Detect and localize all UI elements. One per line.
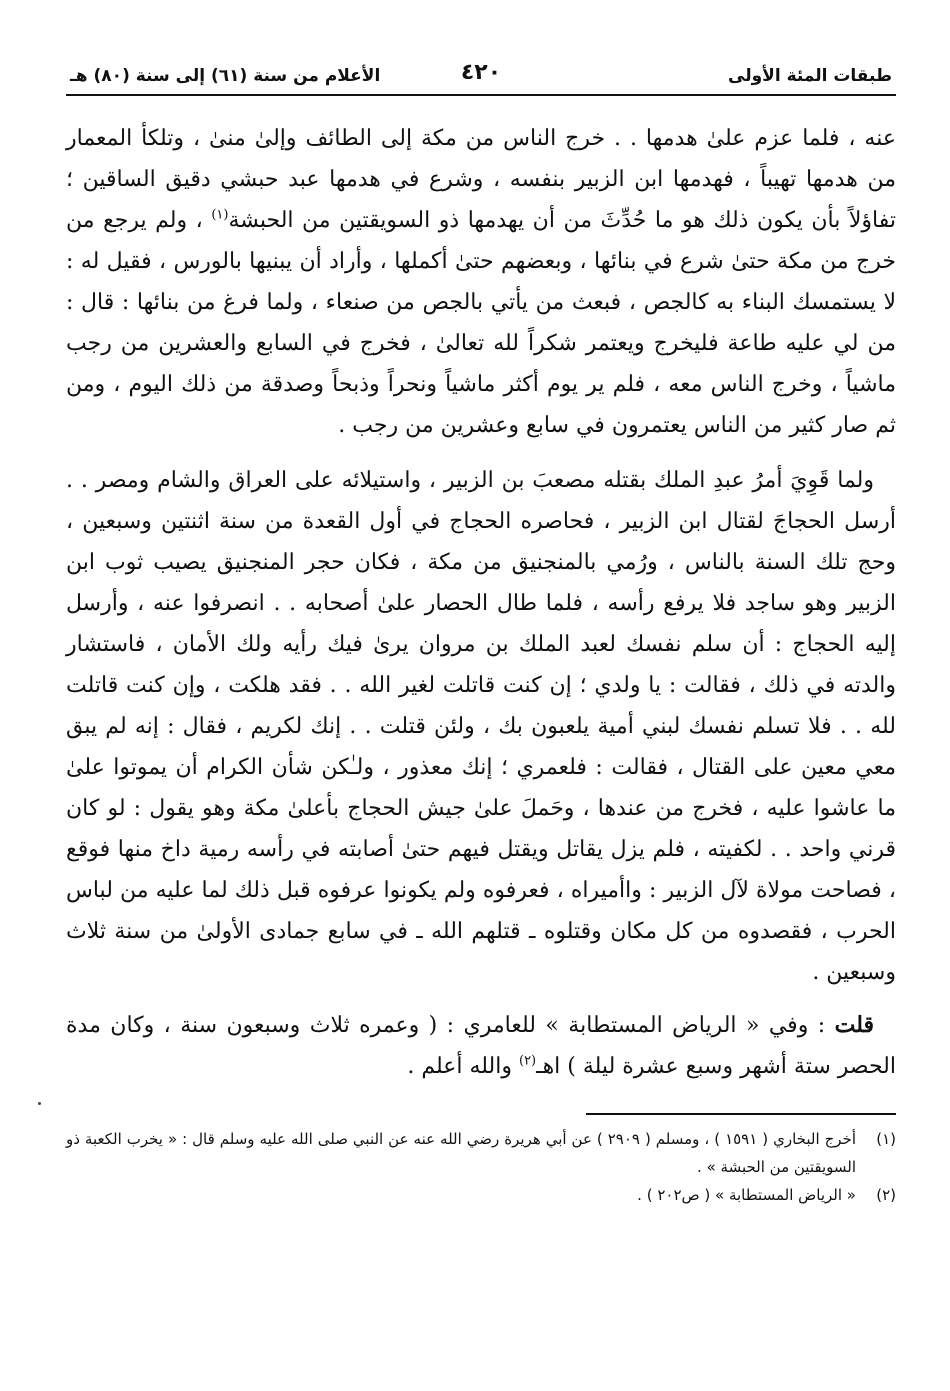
footnote-text: أخرج البخاري ( ١٥٩١ ) ، ومسلم ( ٢٩٠٩ ) عن أبي هريرة رضي الله عنه عن النبي صلى الله عليه وسلم قال : « يخرب الكعبة ذو السويقتين من الحبشة » . — [66, 1130, 857, 1176]
paragraph-3-lead: قلت — [834, 1012, 874, 1038]
footnote-2 — [66, 1181, 896, 1209]
paragraph-1-continued: ، ولم يرجع من خرج من مكة حتىٰ شرع في بنائها ، وبعضهم حتىٰ أكملها ، وأراد أن يبنيها بالورس ، فقيل له : لا يستمسك البناء به كالجص ، فبعث من يأتي بالجص من صنعاء ، ولما فرغ من بنائها : قال : من لي عليه طاعة فليخرج ويعتمر شكراً لله تعالىٰ ، فخرج في السابع والعشرين من رجب ماشياً ، وخرج الناس معه ، فلم ير يوم أكثر ماشياً ونحراً وذبحاً وصدقة من ذلك اليوم ، ومن ثم صار كثير من الناس يعتمرون في سابع وعشرين من رجب . — [66, 208, 896, 438]
footnote-ref-1[interactable]: (١) — [211, 207, 229, 223]
page-number: ٤٢٠ — [460, 60, 502, 85]
book-title: طبقات المئة الأولى — [728, 66, 892, 86]
footnote-number: (١) — [876, 1130, 896, 1148]
section-title: الأعلام من سنة (٦١) إلى سنة (٨٠) هـ — [70, 66, 381, 86]
paragraph-1-text: عنه ، فلما عزم علىٰ هدمها . . خرج الناس من مكة إلى الطائف وإلىٰ منىٰ ، وتلكأ المعمار من هدمها تهيباً ، فهدمها ابن الزبير بنفسه ، وشرع في هدمها عبد حبشي دقيق الساقين ؛ تفاؤلاً بأن يكون ذلك هو ما حُدِّثَ من أن يهدمها ذو السويقتين من الحبشة — [66, 126, 896, 233]
footnote-text: « الرياض المستطابة » ( ص٢٠٢ ) . — [637, 1186, 856, 1204]
footnote-ref-2[interactable]: (٢) — [518, 1053, 537, 1069]
scan-speck — [38, 1102, 41, 1105]
paragraph-3 — [66, 1005, 896, 1087]
paragraph-3-text: : وفي « الرياض المستطابة » للعامري : ( وعمره ثلاث وسبعون سنة ، وكان مدة الحصر ستة أشهر وسبع عشرة ليلة ) اهـ — [66, 1013, 896, 1079]
footnotes — [66, 1125, 896, 1209]
footnote-number: (٢) — [876, 1186, 896, 1204]
paragraph-1 — [66, 118, 896, 446]
footnote-divider — [586, 1113, 896, 1115]
paragraph-2: ولما قَوِيَ أمرُ عبدِ الملك بقتله مصعبَ بن الزبير ، واستيلائه على العراق والشام ومصر . . أرسل الحجاجَ لقتال ابن الزبير ، فحاصره الحجاج في أول القعدة من سنة اثنتين وسبعين ، وحج تلك السنة بالناس ، ورُمي بالمنجنيق من مكة ، فكان حجر المنجنيق يصيب ثوب ابن الزبير وهو ساجد فلا يرفع رأسه ، فلما طال الحصار علىٰ أصحابه . . انصرفوا عنه ، وأرسل إليه الحجاج : أن سلم نفسك لعبد الملك بن مروان يرىٰ فيك رأيه ولك الأمان ، فاستشار والدته في ذلك ، فقالت : يا ولدي ؛ إن كنت قاتلت لغير الله . . فقد هلكت ، وإن كنت قاتلت لله . . فلا تسلم نفسك لبني أمية يلعبون بك ، ولئن قتلت . . إنك لكريم ، فقال : إنه لم يبق معي معين على القتال ، فقالت : فلعمري ؛ إنك معذور ، ولـٰكن شأن الكرام أن يموتوا علىٰ ما عاشوا عليه ، فخرج من عندها ، وحَملَ علىٰ جيش الحجاج بأعلىٰ مكة وهو يقول : لو كان قرني واحد . . لكفيته ، فلم يزل يقاتل ويقتل فيهم حتىٰ أصابته في رأسه رمية داخ منها فوقع ، فصاحت مولاة لآل الزبير : واأميراه ، فعرفوه ولم يكونوا عرفوه قبل ذلك لما عليه من لباس الحرب ، فقصدوه من كل مكان وقتلوه ـ قتلهم الله ـ في سابع جمادى الأولىٰ من سنة ثلاث وسبعين . — [66, 468, 896, 985]
footnote-1 — [66, 1125, 896, 1181]
main-text — [66, 118, 896, 1087]
running-header — [66, 52, 896, 96]
book-page — [66, 52, 896, 1209]
paragraph-3-end: والله أعلم . — [407, 1054, 519, 1079]
